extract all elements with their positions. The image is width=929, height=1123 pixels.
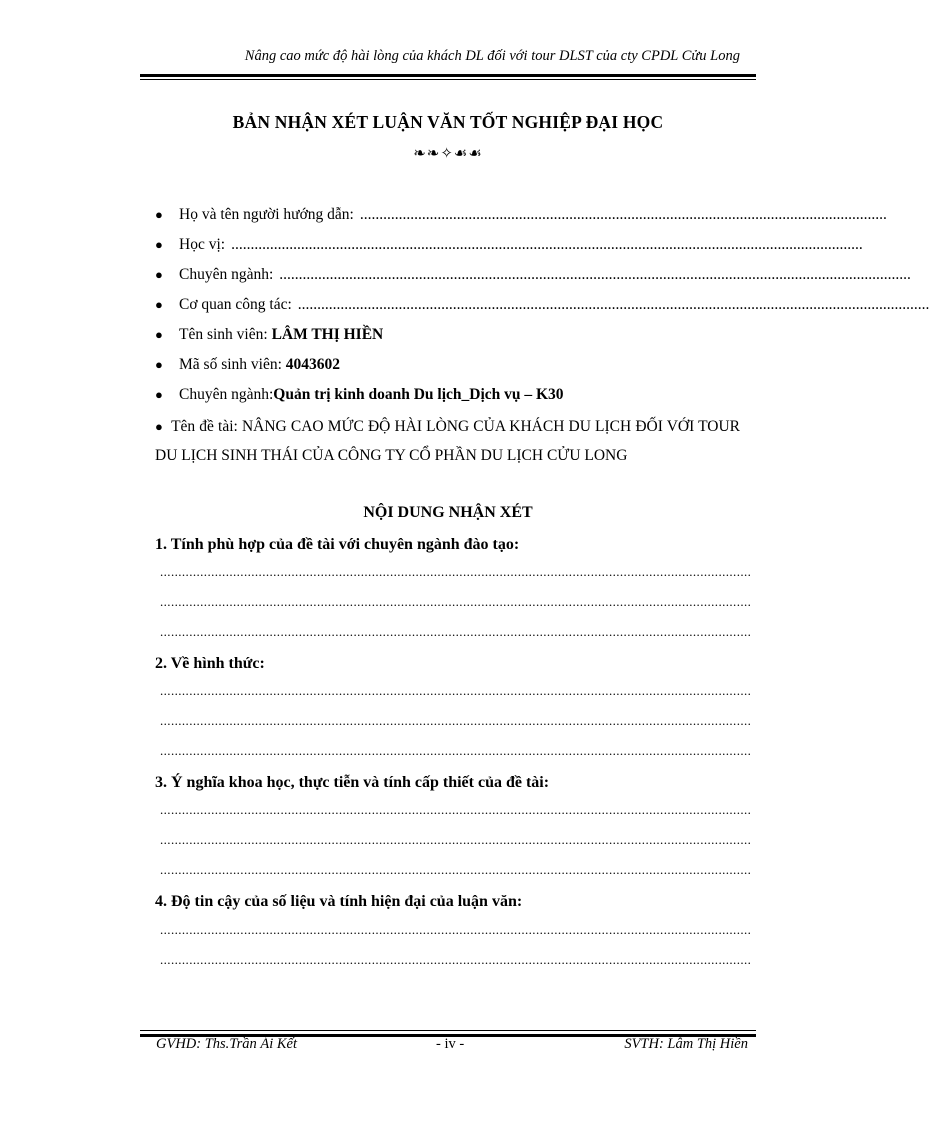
answer-line: ..................................................................................................................................................................	[160, 862, 752, 877]
info-student-major: ● Chuyên ngành: Quản trị kinh doanh Du lịch_Dịch vụ – K30	[155, 382, 735, 412]
info-advisor-name: ● Họ và tên người hướng dẫn: ........................................................................................................................................	[155, 202, 735, 232]
info-workplace: ● Cơ quan công tác: ...................................................................................................................................................................	[155, 292, 735, 322]
running-header: Nâng cao mức độ hài lòng của khách DL đối với tour DLST của cty CPDL Cửu Long	[244, 48, 740, 64]
info-list	[155, 202, 929, 412]
topic-value: NÂNG CAO MỨC ĐỘ HÀI LÒNG CỦA KHÁCH DU LỊCH ĐỐI VỚI TOUR DU LỊCH SINH THÁI CỦA CÔNG TY CỔ PHẦN DU LỊCH CỬU LONG	[155, 418, 740, 464]
student-name-value: LÂM THỊ HIỀN	[271, 326, 384, 343]
student-id-value: 4043602	[285, 356, 341, 373]
info-degree: ● Học vị: ...................................................................................................................................................................	[155, 232, 735, 262]
question-2: 2. Về hình thức:	[155, 655, 265, 672]
question-3: 3. Ý nghĩa khoa học, thực tiễn và tính cấp thiết của đề tài:	[155, 774, 550, 791]
bullet-icon: ●	[155, 267, 163, 282]
answer-line: ..................................................................................................................................................................	[160, 802, 752, 817]
bullet-icon: ●	[155, 419, 164, 434]
answer-line: ..................................................................................................................................................................	[160, 683, 752, 698]
bullet-icon: ●	[155, 207, 163, 222]
fill-dots: ...................................................................................................................................................................	[297, 296, 929, 313]
bullet-icon: ●	[155, 297, 163, 312]
header-rule-thick	[140, 74, 756, 77]
bullet-icon: ●	[155, 357, 163, 372]
bullet-icon: ●	[155, 327, 163, 342]
answer-line: ..................................................................................................................................................................	[160, 713, 752, 728]
header-rule-thin	[140, 79, 756, 80]
answer-line: ..................................................................................................................................................................	[160, 922, 752, 937]
answer-line: ..................................................................................................................................................................	[160, 564, 752, 579]
answer-line: ..................................................................................................................................................................	[160, 832, 752, 847]
bullet-icon: ●	[155, 387, 163, 402]
topic-paragraph: ● Tên đề tài: NÂNG CAO MỨC ĐỘ HÀI LÒNG CỦA KHÁCH DU LỊCH ĐỐI VỚI TOUR DU LỊCH SINH THÁI CỦA CÔNG TY CỔ PHẦN DU LỊCH CỬU LONG	[155, 418, 740, 464]
section-title: NỘI DUNG NHẬN XÉT	[363, 504, 533, 521]
info-student-name: ● Tên sinh viên: LÂM THỊ HIỀN	[155, 322, 735, 352]
footer-advisor: GVHD: Ths.Trần Ái Kết	[156, 1036, 297, 1052]
fill-dots: ...................................................................................................................................................................	[231, 236, 863, 253]
ornament-divider: ❧❧✧☙☙	[413, 146, 483, 162]
question-4: 4. Độ tin cậy của số liệu và tính hiện đại của luận văn:	[155, 893, 523, 910]
fill-dots: ...................................................................................................................................................................	[279, 266, 911, 283]
fill-dots: ........................................................................................................................................	[359, 206, 887, 223]
student-major-value: Quản trị kinh doanh Du lịch_Dịch vụ – K30	[273, 386, 564, 403]
answer-line: ..................................................................................................................................................................	[160, 743, 752, 758]
info-major: ● Chuyên ngành: ...................................................................................................................................................................	[155, 262, 735, 292]
answer-line: ..................................................................................................................................................................	[160, 952, 752, 967]
bullet-icon: ●	[155, 237, 163, 252]
document-title: BẢN NHẬN XÉT LUẬN VĂN TỐT NGHIỆP ĐẠI HỌC	[232, 112, 664, 132]
footer-student: SVTH: Lâm Thị Hiền	[624, 1036, 748, 1052]
answer-line: ..................................................................................................................................................................	[160, 594, 752, 609]
question-1: 1. Tính phù hợp của đề tài với chuyên ngành đào tạo:	[155, 536, 520, 553]
page-number: - iv -	[436, 1036, 465, 1052]
answer-line: ..................................................................................................................................................................	[160, 624, 752, 639]
footer-rule-thin	[140, 1030, 756, 1031]
info-student-id: ● Mã số sinh viên: 4043602	[155, 352, 735, 382]
